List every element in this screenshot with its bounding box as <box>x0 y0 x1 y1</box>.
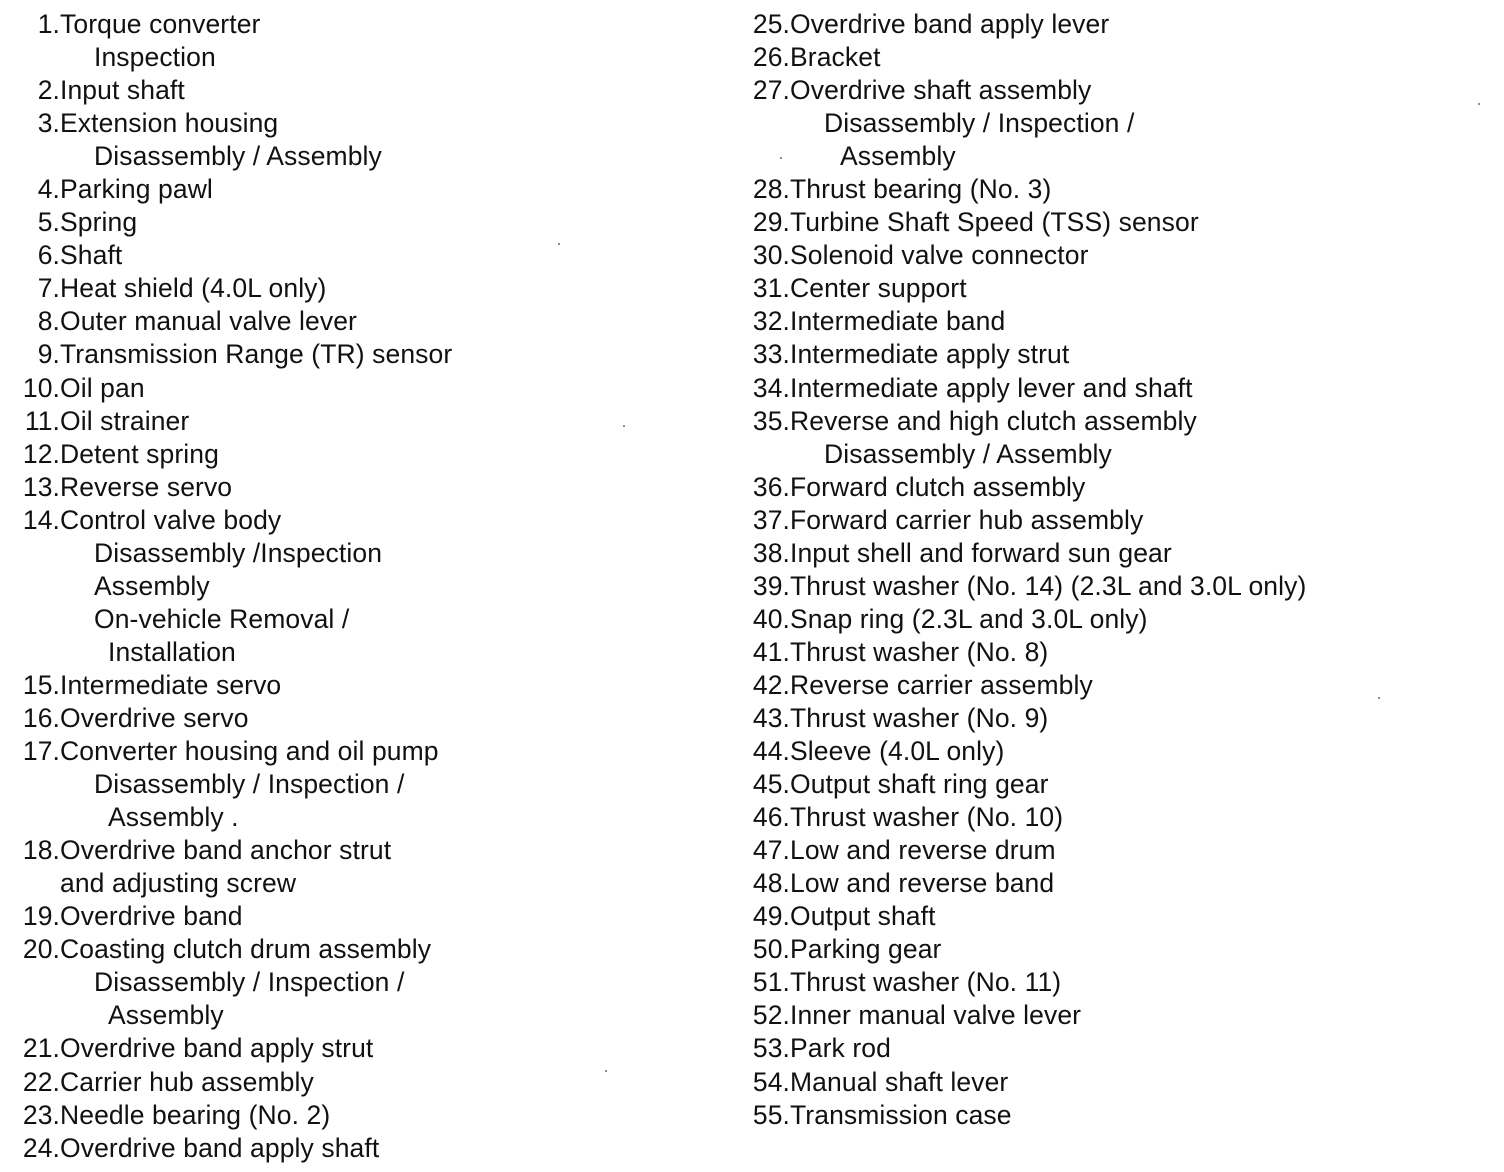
legend-item-number: 43. <box>752 702 790 733</box>
legend-item-number: 7. <box>37 273 60 304</box>
legend-item-subline: Inspection <box>94 42 216 73</box>
legend-item-label: Intermediate apply lever and shaft <box>790 372 1193 403</box>
legend-item-number: 54. <box>752 1066 790 1097</box>
legend-item-number: 8. <box>37 306 60 337</box>
legend-item-number: 39. <box>752 570 790 601</box>
legend-item-subline: On-vehicle Removal / <box>94 603 350 634</box>
legend-item-number: 3. <box>37 108 60 139</box>
legend-item-subline: Disassembly / Inspection / <box>94 967 405 998</box>
legend-item-label: Shaft <box>60 240 123 271</box>
legend-item <box>8 471 708 504</box>
legend-item-label: Thrust washer (No. 11) <box>790 967 1062 998</box>
legend-item-label: Control valve body <box>60 504 282 535</box>
legend-item-number: 19. <box>22 901 60 932</box>
scan-speck <box>780 157 782 159</box>
legend-item-number: 53. <box>752 1033 790 1064</box>
legend-item-label: Parking pawl <box>60 174 213 205</box>
legend-item-number: 47. <box>752 835 790 866</box>
legend-item <box>738 405 1498 438</box>
legend-item-subline: Assembly <box>840 141 956 172</box>
legend-item-subline: Disassembly / Inspection / <box>824 108 1135 139</box>
legend-item-label: Intermediate servo <box>60 669 282 700</box>
legend-item <box>8 74 708 107</box>
legend-item-label: Oil pan <box>60 372 145 403</box>
legend-item-label: Converter housing and oil pump <box>60 736 439 767</box>
legend-item <box>8 1066 708 1099</box>
legend-item <box>8 900 708 933</box>
legend-item-number: 6. <box>37 240 60 271</box>
legend-item <box>8 338 708 371</box>
legend-item-number: 51. <box>752 967 790 998</box>
legend-column-left <box>8 8 708 1165</box>
legend-item-label: Sleeve (4.0L only) <box>790 736 1005 767</box>
legend-item <box>8 1132 708 1165</box>
legend-item-number: 31. <box>752 273 790 304</box>
legend-item-number: 9. <box>37 339 60 370</box>
legend-item-label: Intermediate band <box>790 306 1006 337</box>
scan-speck <box>1478 103 1480 105</box>
legend-item <box>738 504 1498 537</box>
legend-item-label: Solenoid valve connector <box>790 240 1089 271</box>
legend-item-number: 34. <box>752 372 790 403</box>
legend-item-label: Input shaft <box>60 75 185 106</box>
legend-item-number: 24. <box>22 1132 60 1163</box>
legend-item <box>738 900 1498 933</box>
legend-item <box>738 206 1498 239</box>
legend-item-subline: Assembly . <box>108 802 239 833</box>
legend-item-number: 45. <box>752 769 790 800</box>
legend-item-label: Needle bearing (No. 2) <box>60 1099 331 1130</box>
legend-item-number: 14. <box>22 504 60 535</box>
legend-item-subline: Assembly <box>94 570 210 601</box>
legend-item <box>738 1099 1498 1132</box>
legend-item-label: Overdrive band apply strut <box>60 1033 374 1064</box>
scan-speck <box>605 1070 607 1072</box>
legend-item-number: 37. <box>752 504 790 535</box>
legend-item-number: 23. <box>22 1099 60 1130</box>
legend-item-number: 25. <box>752 9 790 39</box>
legend-item <box>738 702 1498 735</box>
legend-item-number: 46. <box>752 802 790 833</box>
legend-item-number: 29. <box>752 207 790 238</box>
legend-item-label: Output shaft ring gear <box>790 769 1049 800</box>
legend-item-number: 5. <box>37 207 60 238</box>
legend-item <box>738 372 1498 405</box>
legend-item <box>738 74 1498 107</box>
legend-item-label: Overdrive servo <box>60 702 249 733</box>
legend-item-label: Manual shaft lever <box>790 1066 1009 1097</box>
legend-item-label: Low and reverse drum <box>790 835 1056 866</box>
legend-item-label: Thrust washer (No. 10) <box>790 802 1064 833</box>
legend-item-number: 49. <box>752 901 790 932</box>
legend-item <box>738 173 1498 206</box>
legend-item-label: Parking gear <box>790 934 942 965</box>
legend-item-number: 21. <box>22 1033 60 1064</box>
legend-item-number: 55. <box>752 1099 790 1130</box>
legend-item-number: 27. <box>752 75 790 106</box>
legend-item-label: Low and reverse band <box>790 868 1055 899</box>
legend-item-label: Center support <box>790 273 967 304</box>
scan-speck <box>558 243 560 245</box>
legend-item-number: 12. <box>22 438 60 469</box>
legend-item-label: Input shell and forward sun gear <box>790 537 1172 568</box>
legend-item <box>738 305 1498 338</box>
legend-item-label: Overdrive band anchor strut <box>60 835 392 866</box>
legend-item-label: Intermediate apply strut <box>790 339 1070 370</box>
legend-item-number: 13. <box>22 471 60 502</box>
legend-item-label: Heat shield (4.0L only) <box>60 273 327 304</box>
legend-item <box>738 570 1498 603</box>
legend-item-number: 26. <box>752 42 790 73</box>
legend-item <box>8 239 708 272</box>
legend-item <box>738 8 1498 41</box>
legend-item-number: 11. <box>24 405 60 436</box>
legend-item-subline: Disassembly /Inspection <box>94 537 383 568</box>
legend-item-label: Thrust washer (No. 9) <box>790 702 1049 733</box>
legend-item <box>738 239 1498 272</box>
legend-item-label: Overdrive band apply lever <box>790 9 1110 39</box>
legend-item <box>738 801 1498 834</box>
legend-item <box>738 603 1498 636</box>
legend-item-number: 50. <box>752 934 790 965</box>
legend-item-label: Overdrive band <box>60 901 243 932</box>
legend-item-label: Overdrive band apply shaft <box>60 1132 380 1163</box>
legend-item <box>738 933 1498 966</box>
legend-item-label: Extension housing <box>60 108 279 139</box>
legend-item-number: 16. <box>22 702 60 733</box>
legend-item-label: Reverse carrier assembly <box>790 669 1093 700</box>
legend-item <box>8 405 708 438</box>
legend-item-subline: Assembly <box>108 1000 224 1031</box>
legend-item <box>738 999 1498 1032</box>
legend-item-label: Snap ring (2.3L and 3.0L only) <box>790 603 1148 634</box>
legend-item <box>8 1032 708 1065</box>
legend-item <box>8 438 708 471</box>
scan-speck <box>623 425 625 427</box>
legend-item-number: 33. <box>752 339 790 370</box>
legend-item <box>738 471 1498 504</box>
legend-item-label: Reverse and high clutch assembly <box>790 405 1197 436</box>
legend-item <box>738 834 1498 867</box>
legend-item-subline: Disassembly / Inspection / <box>94 769 405 800</box>
legend-item-number: 38. <box>752 537 790 568</box>
legend-item-subline: Disassembly / Assembly <box>94 141 382 172</box>
legend-item <box>738 768 1498 801</box>
legend-item-number: 30. <box>752 240 790 271</box>
legend-item <box>8 206 708 239</box>
legend-item-label: Carrier hub assembly <box>60 1066 314 1097</box>
legend-item-label: Oil strainer <box>60 405 190 436</box>
legend-item <box>8 834 708 867</box>
legend-item <box>8 735 708 768</box>
legend-item-label: Transmission case <box>790 1099 1012 1130</box>
legend-item-label: Coasting clutch drum assembly <box>60 934 432 965</box>
legend-item <box>8 272 708 305</box>
legend-item-number: 48. <box>752 868 790 899</box>
legend-item-subline: Installation <box>108 636 236 667</box>
legend-item <box>8 305 708 338</box>
legend-item <box>8 372 708 405</box>
legend-item <box>738 735 1498 768</box>
legend-item-number: 17. <box>22 736 60 767</box>
legend-item-subline: Disassembly / Assembly <box>824 438 1112 469</box>
legend-item-number: 2. <box>37 75 60 106</box>
legend-item-label: Thrust washer (No. 8) <box>790 636 1049 667</box>
legend-item-number: 18. <box>22 835 60 866</box>
legend-item <box>8 173 708 206</box>
legend-item-label: Inner manual valve lever <box>790 1000 1082 1031</box>
legend-item-number: 20. <box>22 934 60 965</box>
legend-item <box>8 702 708 735</box>
legend-item-label: Overdrive shaft assembly <box>790 75 1092 106</box>
legend-item-number: 44. <box>752 736 790 767</box>
legend-item <box>738 1066 1498 1099</box>
legend-item-label: Spring <box>60 207 138 238</box>
legend-item-label: Outer manual valve lever <box>60 306 357 337</box>
legend-item <box>8 669 708 702</box>
legend-item <box>738 272 1498 305</box>
legend-item-number: 36. <box>752 471 790 502</box>
legend-item-number: 40. <box>752 603 790 634</box>
legend-item-number: 32. <box>752 306 790 337</box>
legend-item <box>8 1099 708 1132</box>
legend-item-label: Transmission Range (TR) sensor <box>60 339 453 370</box>
legend-column-right <box>738 8 1498 1132</box>
legend-item <box>8 107 708 140</box>
scan-speck <box>1378 697 1380 699</box>
legend-item-label: Detent spring <box>60 438 219 469</box>
legend-item <box>738 669 1498 702</box>
legend-item <box>738 41 1498 74</box>
legend-item-number: 22. <box>22 1066 60 1097</box>
legend-item-number: 1. <box>37 9 60 39</box>
legend-item-number: 15. <box>22 669 60 700</box>
legend-item-number: 35. <box>752 405 790 436</box>
legend-item-number: 41. <box>752 636 790 667</box>
legend-item <box>8 933 708 966</box>
legend-item <box>738 537 1498 570</box>
legend-item-label: Bracket <box>790 42 881 73</box>
legend-item-label: Thrust bearing (No. 3) <box>790 174 1052 205</box>
legend-item-number: 42. <box>752 669 790 700</box>
legend-item-label: Forward clutch assembly <box>790 471 1086 502</box>
legend-item-number: 10. <box>22 372 60 403</box>
legend-item <box>738 636 1498 669</box>
legend-item <box>8 8 708 41</box>
legend-item <box>8 504 708 537</box>
legend-item-label: Turbine Shaft Speed (TSS) sensor <box>790 207 1199 238</box>
legend-item-subline: and adjusting screw <box>60 868 297 899</box>
legend-item <box>738 1032 1498 1065</box>
legend-item-number: 52. <box>752 1000 790 1031</box>
legend-item-label: Park rod <box>790 1033 891 1064</box>
legend-item-number: 4. <box>37 174 60 205</box>
legend-item-label: Thrust washer (No. 14) (2.3L and 3.0L only) <box>790 570 1307 601</box>
legend-item-number: 28. <box>752 174 790 205</box>
legend-item <box>738 966 1498 999</box>
legend-item-label: Reverse servo <box>60 471 233 502</box>
legend-item <box>738 338 1498 371</box>
legend-item-label: Output shaft <box>790 901 936 932</box>
legend-item <box>738 867 1498 900</box>
legend-item-label: Torque converter <box>60 9 261 39</box>
legend-item-label: Forward carrier hub assembly <box>790 504 1144 535</box>
